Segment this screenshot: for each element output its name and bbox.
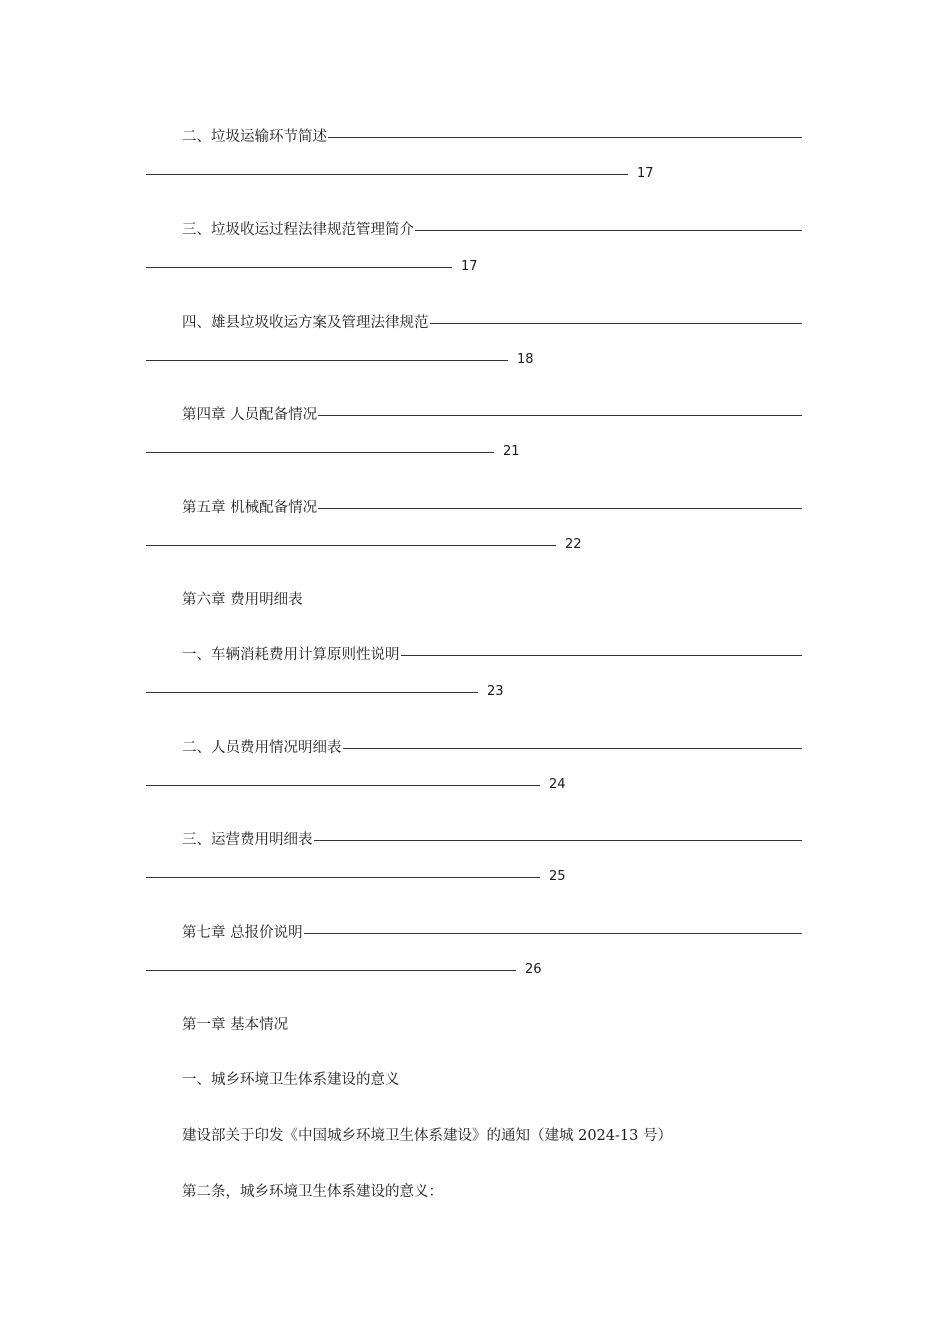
toc-entry-title: 第四章 人员配备情况 [182, 407, 318, 423]
article-paragraph: 第二条，城乡环境卫生体系建设的意义： [182, 1184, 443, 1200]
toc-entry-title: 四、雄县垃圾收运方案及管理法律规范 [182, 315, 429, 331]
toc-entry-title: 二、人员费用情况明细表 [182, 740, 342, 756]
toc-leader [146, 785, 540, 786]
toc-entry[interactable] [146, 497, 802, 557]
toc-entry-continuation [146, 681, 504, 703]
toc-page-number: 23 [487, 684, 504, 699]
toc-page-number: 17 [461, 259, 478, 274]
toc-entry[interactable] [146, 126, 802, 186]
notice-paragraph: 建设部关于印发《中国城乡环境卫生体系建设》的通知（建城 2024-13 号） [182, 1128, 672, 1144]
toc-leader [304, 933, 802, 934]
toc-leader [146, 267, 452, 268]
toc-entry-line [182, 644, 802, 666]
toc-leader [415, 230, 802, 231]
toc-leader [318, 508, 802, 509]
toc-entry-continuation [146, 534, 582, 556]
toc-leader [146, 692, 478, 693]
toc-page-number: 18 [517, 352, 534, 367]
toc-entry-title: 第七章 总报价说明 [182, 925, 303, 941]
toc-leader [146, 174, 628, 175]
toc-entry-continuation [146, 774, 566, 796]
toc-entry[interactable] [146, 737, 802, 797]
toc-entry[interactable] [146, 922, 802, 982]
toc-entry[interactable] [146, 644, 802, 704]
toc-entry-continuation [146, 256, 478, 278]
toc-leader [318, 415, 802, 416]
toc-entry-continuation [146, 866, 566, 888]
toc-entry-title: 第五章 机械配备情况 [182, 500, 318, 516]
toc-leader [146, 970, 516, 971]
toc-leader [146, 877, 540, 878]
toc-entry-continuation [146, 163, 654, 185]
toc-page-number: 17 [637, 166, 654, 181]
toc-entry-line [182, 497, 802, 519]
toc-entry-title: 三、垃圾收运过程法律规范管理简介 [182, 222, 414, 238]
section-heading: 一、城乡环境卫生体系建设的意义 [182, 1072, 400, 1088]
toc-entry-line [182, 312, 802, 334]
toc-entry-line [182, 829, 802, 851]
toc-entry[interactable] [146, 829, 802, 889]
toc-entry-line [182, 404, 802, 426]
toc-chapter-heading[interactable]: 第六章 费用明细表 [182, 592, 303, 608]
toc-page-number: 22 [565, 537, 582, 552]
toc-entry-line [182, 922, 802, 944]
toc-leader [430, 323, 803, 324]
toc-entry-continuation [146, 349, 534, 371]
toc-entry-line [182, 219, 802, 241]
toc-leader [343, 748, 803, 749]
toc-page-number: 25 [549, 869, 566, 884]
toc-leader [146, 452, 494, 453]
toc-entry-title: 二、垃圾运输环节简述 [182, 129, 327, 145]
toc-entry-line [182, 737, 802, 759]
toc-entry-continuation [146, 441, 520, 463]
toc-entry-title: 三、运营费用明细表 [182, 832, 313, 848]
toc-entry-title: 一、车辆消耗费用计算原则性说明 [182, 647, 400, 663]
toc-page-number: 21 [503, 444, 520, 459]
toc-page-number: 24 [549, 777, 566, 792]
toc-entry[interactable] [146, 219, 802, 279]
toc-leader [401, 655, 803, 656]
toc-entry[interactable] [146, 404, 802, 464]
toc-page-number: 26 [525, 962, 542, 977]
chapter-heading: 第一章 基本情况 [182, 1017, 289, 1033]
toc-leader [328, 137, 802, 138]
toc-leader [146, 360, 508, 361]
toc-entry-continuation [146, 959, 542, 981]
toc-entry[interactable] [146, 312, 802, 372]
toc-leader [314, 840, 803, 841]
toc-leader [146, 545, 556, 546]
toc-entry-line [182, 126, 802, 148]
